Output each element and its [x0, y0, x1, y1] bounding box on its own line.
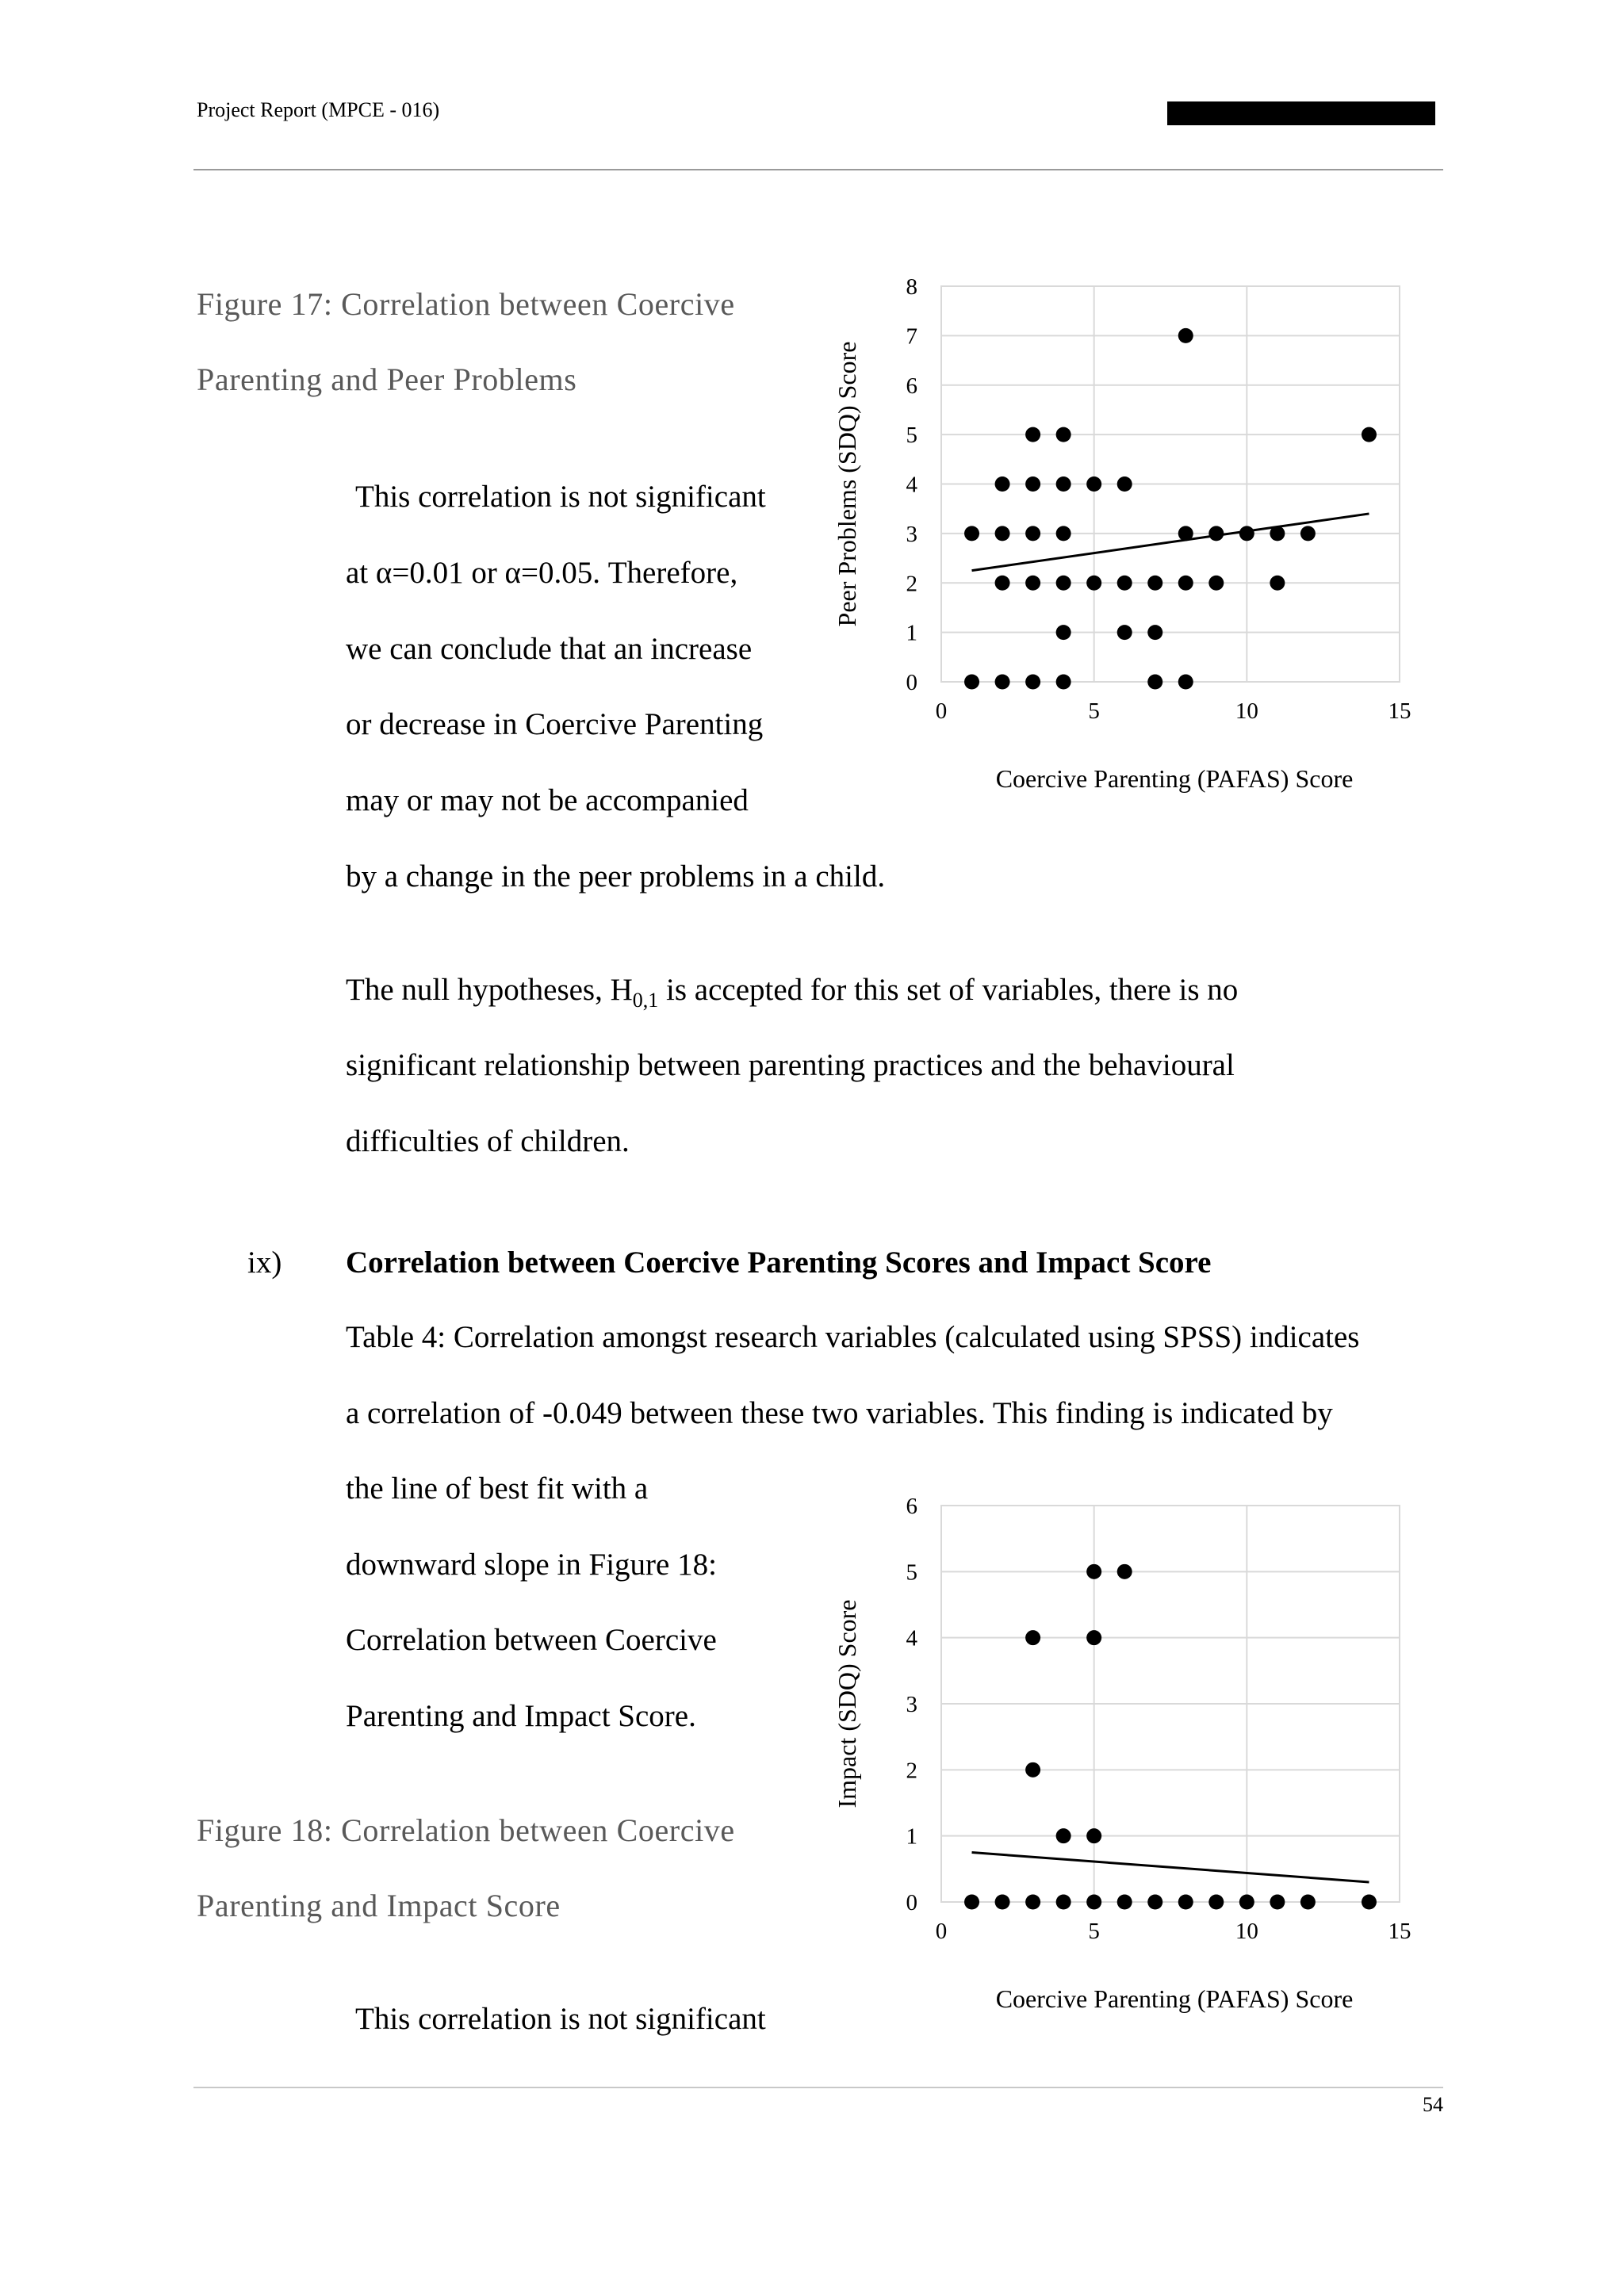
y-tick-label: 6: [906, 1494, 917, 1519]
data-point: [964, 1895, 979, 1910]
section-ix-line: Parenting and Impact Score.: [346, 1699, 696, 1733]
hypothesis-text: is accepted for this set of variables, there is no: [658, 973, 1239, 1007]
data-point: [1025, 1762, 1040, 1777]
x-tick-label: 15: [1388, 698, 1411, 724]
data-point: [995, 1895, 1010, 1910]
figure-17-caption-line1: Figure 17: Correlation between Coercive: [197, 286, 735, 322]
para17-line: This correlation is not significant: [355, 480, 766, 514]
section-ix-line: a correlation of -0.049 between these two variables. This finding is indicated by: [346, 1396, 1333, 1430]
para17-line: at α=0.01 or α=0.05. Therefore,: [346, 556, 738, 590]
section-heading: Correlation between Coercive Parenting Scores and Impact Score: [346, 1246, 1212, 1280]
y-tick-label: 4: [906, 1625, 917, 1651]
y-tick-label: 1: [906, 1823, 917, 1850]
hypothesis-line3: difficulties of children.: [346, 1124, 630, 1158]
header-title: Project Report (MPCE - 016): [197, 98, 440, 121]
para17-line: we can conclude that an increase: [346, 632, 753, 666]
hypothesis-text: The null hypotheses, H: [346, 973, 633, 1007]
x-tick-label: 5: [1088, 698, 1100, 724]
data-point: [1178, 1895, 1193, 1910]
data-point: [1086, 1895, 1101, 1910]
y-tick-label: 0: [906, 670, 917, 695]
data-point: [1117, 1564, 1132, 1579]
data-point: [1147, 1895, 1162, 1910]
hypothesis-line2: significant relationship between parenting practices and the behavioural: [346, 1048, 1235, 1082]
y-tick-label: 1: [906, 620, 917, 646]
data-point: [1086, 1630, 1101, 1645]
data-point: [1056, 1828, 1071, 1843]
figure-18-caption-line1: Figure 18: Correlation between Coercive: [197, 1812, 735, 1848]
para18-line1: This correlation is not significant: [355, 2002, 766, 2036]
section-ix-line: downward slope in Figure 18:: [346, 1548, 717, 1582]
y-axis-title: Peer Problems (SDQ) Score: [833, 341, 861, 627]
data-point: [1239, 1895, 1254, 1910]
y-tick-label: 5: [906, 423, 917, 449]
data-point: [1025, 1895, 1040, 1910]
data-point: [1056, 1895, 1071, 1910]
footer-divider: [193, 2087, 1443, 2088]
page-number: 54: [1423, 2093, 1443, 2116]
y-tick-label: 7: [906, 323, 917, 350]
para17-line: may or may not be accompanied: [346, 783, 749, 817]
y-tick-label: 6: [906, 373, 917, 399]
hypothesis-subscript: 0,1: [632, 988, 659, 1012]
y-tick-label: 4: [906, 472, 917, 498]
para17-line: by a change in the peer problems in a child.: [346, 859, 886, 894]
section-ix-line: Table 4: Correlation amongst research variables (calculated using SPSS) indicates: [346, 1320, 1360, 1354]
y-tick-label: 2: [906, 1758, 917, 1784]
data-point: [1086, 1564, 1101, 1579]
x-tick-label: 10: [1235, 698, 1258, 724]
figure-18-caption-line2: Parenting and Impact Score: [197, 1888, 561, 1923]
data-point: [1086, 1828, 1101, 1843]
data-point: [1270, 1895, 1285, 1910]
x-tick-label: 10: [1235, 1919, 1258, 1944]
y-tick-label: 5: [906, 1559, 917, 1586]
section-number: ix): [247, 1246, 282, 1280]
x-tick-label: 5: [1088, 1919, 1100, 1944]
data-point: [1117, 1895, 1132, 1910]
section-ix-line: the line of best fit with a: [346, 1471, 649, 1506]
y-tick-label: 0: [906, 1890, 917, 1915]
x-tick-label: 15: [1388, 1919, 1411, 1944]
y-tick-label: 3: [906, 521, 917, 547]
figure-17-caption-line2: Parenting and Peer Problems: [197, 362, 577, 397]
data-point: [1025, 1630, 1040, 1645]
data-point: [1300, 1895, 1316, 1910]
section-ix-line: Correlation between Coercive: [346, 1623, 717, 1657]
y-axis-title: Impact (SDQ) Score: [833, 1599, 861, 1808]
data-point: [1362, 1895, 1377, 1910]
y-tick-label: 2: [906, 571, 917, 597]
x-tick-label: 0: [935, 698, 948, 724]
x-tick-label: 0: [935, 1919, 948, 1944]
y-tick-label: 3: [906, 1692, 917, 1717]
para17-line: or decrease in Coercive Parenting: [346, 707, 764, 741]
x-axis-title: Coercive Parenting (PAFAS) Score: [995, 1984, 1354, 2013]
trendline: [972, 1853, 1369, 1883]
data-point: [1208, 1895, 1224, 1910]
x-axis-title: Coercive Parenting (PAFAS) Score: [995, 764, 1354, 793]
y-tick-label: 8: [906, 274, 917, 300]
